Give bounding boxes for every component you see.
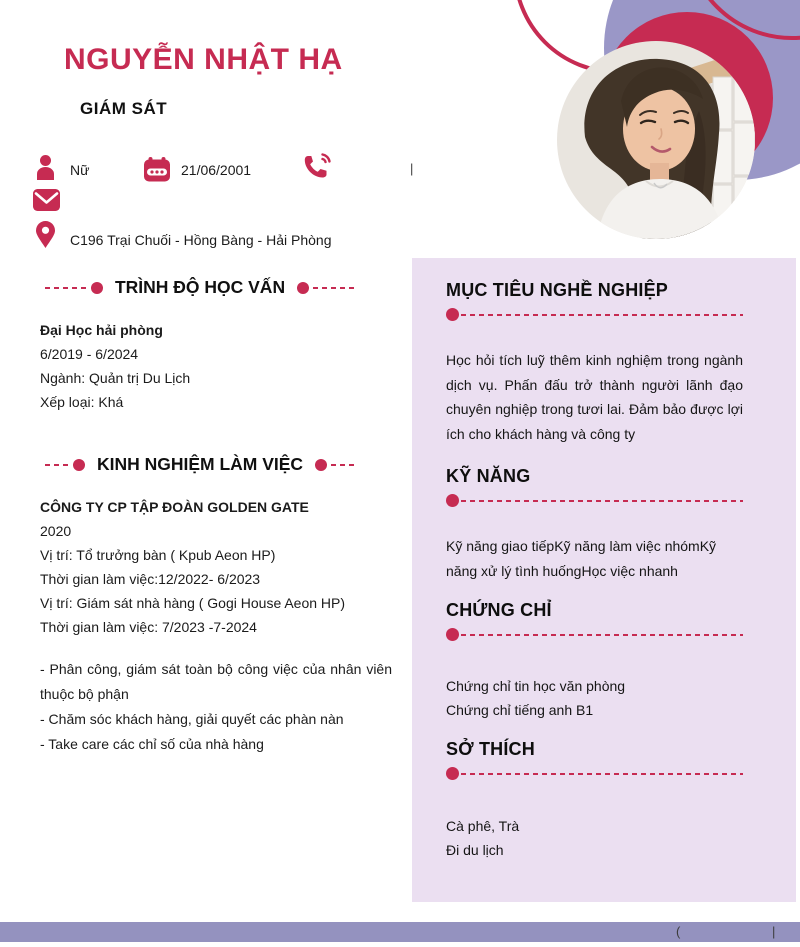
dot-bullet bbox=[446, 628, 459, 641]
experience-heading-label: KINH NGHIỆM LÀM VIỆC bbox=[96, 454, 304, 474]
hobby-item: Cà phê, Trà bbox=[446, 818, 520, 834]
dot-bullet bbox=[73, 459, 85, 471]
address-value: C196 Trại Chuối - Hồng Bàng - Hải Phòng bbox=[70, 232, 332, 248]
education-heading-label: TRÌNH ĐỘ HỌC VẤN bbox=[114, 277, 286, 297]
dashed-divider bbox=[45, 464, 69, 466]
education-line: Ngành: Quản trị Du Lịch bbox=[40, 370, 191, 386]
heading-underline bbox=[446, 308, 743, 321]
duty-item: - Phân công, giám sát toàn bộ công việc của nhân viên thuộc bộ phận bbox=[40, 661, 392, 702]
job-title: GIÁM SÁT bbox=[80, 99, 168, 118]
heading-underline bbox=[446, 494, 743, 507]
certificate-item: Chứng chỉ tin học văn phòng bbox=[446, 678, 626, 694]
calendar-icon bbox=[144, 157, 170, 185]
heading-underline bbox=[446, 628, 743, 641]
skills-body: Kỹ năng giao tiếpKỹ năng làm việc nhómKỹ năng xử lý tình huốngHọc việc nhanh bbox=[446, 538, 717, 579]
footer-bar bbox=[0, 922, 800, 942]
portrait-illustration bbox=[557, 41, 755, 239]
dashed-divider bbox=[331, 464, 355, 466]
hobbies-section bbox=[446, 739, 743, 862]
dot-bullet bbox=[446, 308, 459, 321]
dashed-divider bbox=[461, 314, 743, 316]
experience-line: 2020 bbox=[40, 523, 72, 539]
person-icon bbox=[37, 155, 54, 183]
mail-icon bbox=[33, 189, 60, 214]
gender-value: Nữ bbox=[70, 162, 90, 178]
right-panel bbox=[412, 258, 796, 902]
phone-icon bbox=[303, 152, 331, 183]
hobbies-list bbox=[446, 814, 743, 862]
dot-bullet bbox=[297, 282, 309, 294]
dot-bullet bbox=[315, 459, 327, 471]
profile-photo bbox=[557, 41, 755, 239]
objective-heading: MỤC TIÊU NGHỀ NGHIỆP bbox=[446, 280, 669, 300]
experience-line: Vị trí: Giám sát nhà hàng ( Gogi House Aeon HP) bbox=[40, 595, 346, 611]
experience-line: Thời gian làm việc: 7/2023 -7-2024 bbox=[40, 619, 257, 635]
candidate-name: NGUYỄN NHẬT HẠ bbox=[64, 43, 343, 76]
dashed-divider bbox=[313, 287, 355, 289]
hobbies-heading: SỞ THÍCH bbox=[446, 739, 535, 759]
heading-underline bbox=[446, 767, 743, 780]
footer-text-fragment: ( bbox=[676, 924, 681, 939]
certificate-item: Chứng chỉ tiếng anh B1 bbox=[446, 702, 594, 718]
footer-text-fragment: | bbox=[772, 924, 776, 939]
hobby-item: Đi du lịch bbox=[446, 842, 504, 858]
company-name: CÔNG TY CP TẬP ĐOÀN GOLDEN GATE bbox=[40, 499, 309, 515]
duty-item: - Take care các chỉ số của nhà hàng bbox=[40, 736, 264, 752]
certificates-heading: CHỨNG CHỈ bbox=[446, 600, 552, 620]
objective-section bbox=[446, 280, 743, 446]
dot-bullet bbox=[91, 282, 103, 294]
objective-body: Học hỏi tích luỹ thêm kinh nghiệm trong ngành dịch vụ. Phấn đấu trở thành người lãnh đạo chuyên nghiệp trong tươi lai. Đảm bảo được lợi ích cho khách hàng và công ty bbox=[446, 352, 743, 442]
birthday-value: 21/06/2001 bbox=[181, 162, 252, 178]
education-details bbox=[40, 318, 392, 414]
experience-section-heading bbox=[45, 454, 355, 475]
education-line: Xếp loại: Khá bbox=[40, 394, 124, 410]
dashed-divider bbox=[461, 500, 743, 502]
experience-line: Thời gian làm việc:12/2022- 6/2023 bbox=[40, 571, 261, 587]
location-icon bbox=[36, 221, 55, 251]
experience-line: Vị trí: Tổ trưởng bàn ( Kpub Aeon HP) bbox=[40, 547, 276, 563]
school-name: Đại Học hải phòng bbox=[40, 322, 163, 338]
dot-bullet bbox=[446, 494, 459, 507]
skills-heading: KỸ NĂNG bbox=[446, 466, 531, 486]
dot-bullet bbox=[446, 767, 459, 780]
experience-duties bbox=[40, 657, 392, 757]
certificates-section bbox=[446, 600, 743, 722]
phone-value-fragment: | bbox=[410, 161, 414, 176]
experience-details bbox=[40, 495, 392, 639]
dashed-divider bbox=[45, 287, 87, 289]
dashed-divider bbox=[461, 773, 743, 775]
skills-section bbox=[446, 466, 743, 583]
certificates-list bbox=[446, 674, 743, 722]
education-section-heading bbox=[45, 277, 355, 298]
education-line: 6/2019 - 6/2024 bbox=[40, 346, 139, 362]
dashed-divider bbox=[461, 634, 743, 636]
duty-item: - Chăm sóc khách hàng, giải quyết các phàn nàn bbox=[40, 711, 344, 727]
